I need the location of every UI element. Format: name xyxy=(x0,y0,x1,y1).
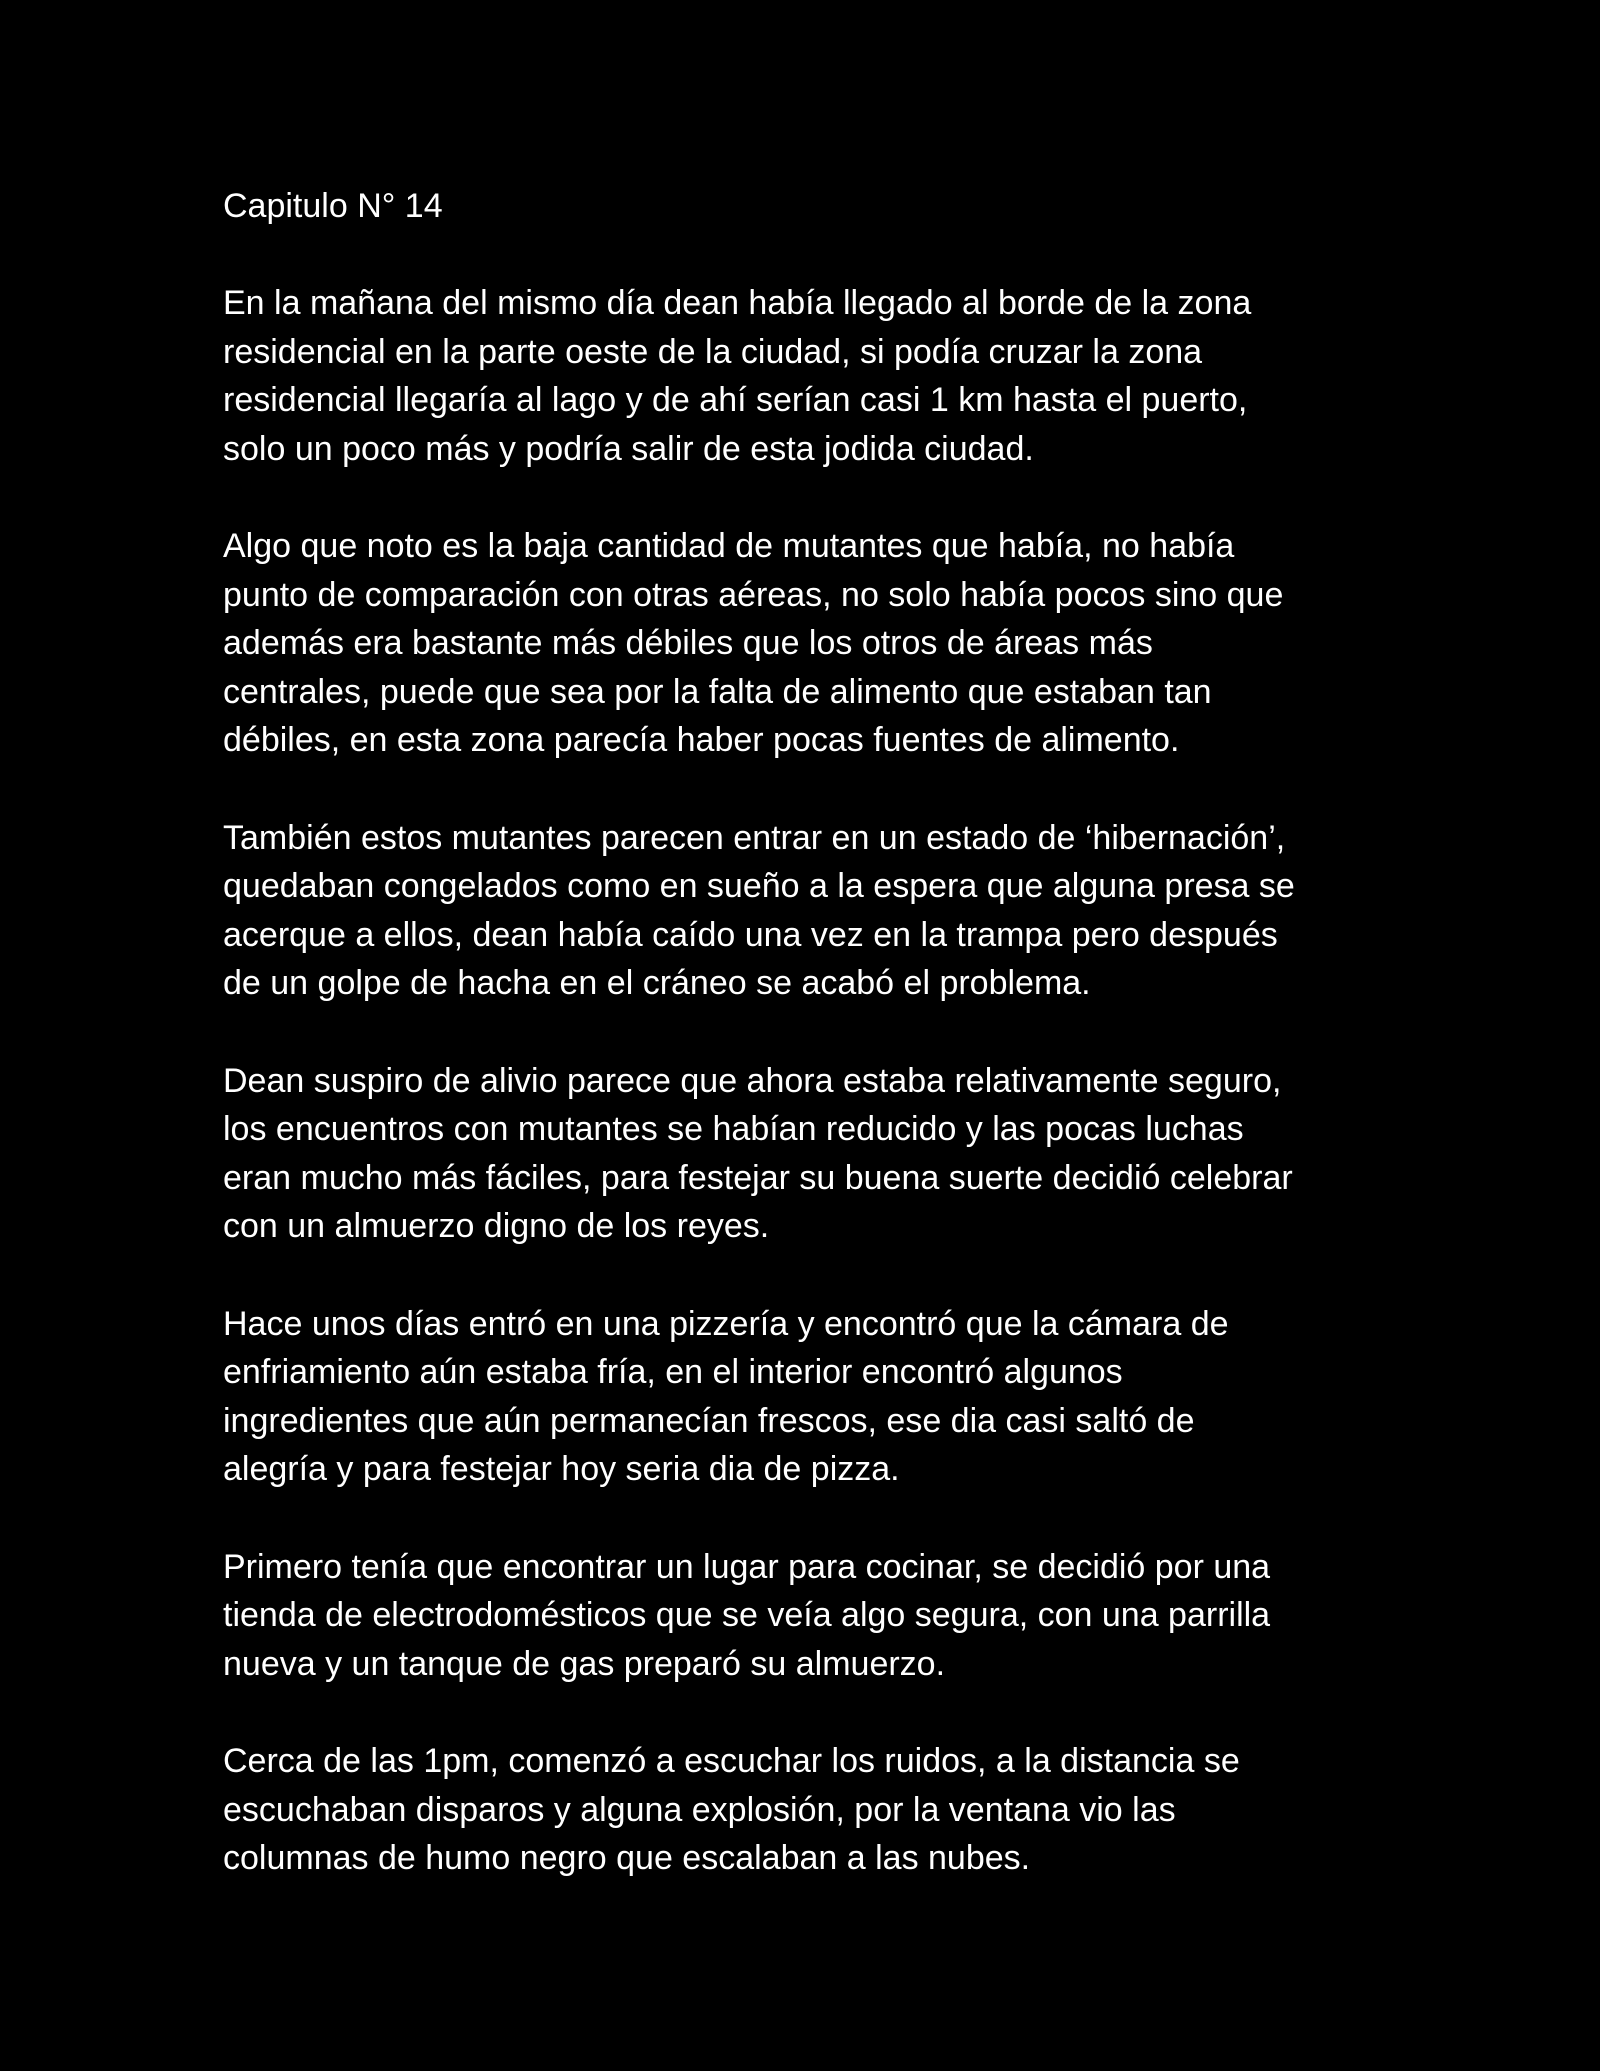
paragraph-line: residencial llegaría al lago y de ahí serían casi 1 km hasta el puerto, xyxy=(223,381,1248,419)
paragraph-line: de un golpe de hacha en el cráneo se acabó el problema. xyxy=(223,964,1091,1002)
paragraph-line: alegría y para festejar hoy seria dia de pizza. xyxy=(223,1450,900,1488)
paragraph-line: residencial en la parte oeste de la ciudad, si podía cruzar la zona xyxy=(223,332,1203,371)
paragraph-list xyxy=(223,279,1423,1883)
paragraph-line: columnas de humo negro que escalaban a las nubes. xyxy=(223,1839,1031,1877)
paragraph xyxy=(223,1300,1423,1494)
paragraph-line: Cerca de las 1pm, comenzó a escuchar los ruidos, a la distancia se xyxy=(223,1742,1240,1780)
paragraph-line: escuchaban disparos y alguna explosión, por la ventana vio las xyxy=(223,1790,1176,1829)
paragraph-line: Algo que noto es la baja cantidad de mutantes que había, no había xyxy=(223,527,1235,565)
paragraph-line: centrales, puede que sea por la falta de alimento que estaban tan xyxy=(223,672,1212,711)
paragraph xyxy=(223,1057,1423,1251)
paragraph-line: nueva y un tanque de gas preparó su almuerzo. xyxy=(223,1644,946,1683)
paragraph-line: acerque a ellos, dean había caído una vez en la trampa pero después xyxy=(223,915,1278,954)
paragraph xyxy=(223,279,1423,473)
paragraph-line: enfriamiento aún estaba fría, en el interior encontró algunos xyxy=(223,1353,1123,1391)
paragraph xyxy=(223,522,1423,765)
paragraph-line: También estos mutantes parecen entrar en un estado de ‘hibernación’, xyxy=(223,818,1286,857)
paragraph xyxy=(223,1737,1423,1883)
paragraph-line: Dean suspiro de alivio parece que ahora estaba relativamente seguro, xyxy=(223,1061,1282,1100)
paragraph-line: solo un poco más y podría salir de esta jodida ciudad. xyxy=(223,429,1034,468)
paragraph xyxy=(223,814,1423,1008)
paragraph-line: con un almuerzo digno de los reyes. xyxy=(223,1207,770,1245)
paragraph-line: Primero tenía que encontrar un lugar para cocinar, se decidió por una xyxy=(223,1547,1271,1586)
paragraph-line: quedaban congelados como en sueño a la espera que alguna presa se xyxy=(223,867,1295,905)
document-body xyxy=(223,182,1423,1932)
paragraph-line: débiles, en esta zona parecía haber pocas fuentes de alimento. xyxy=(223,721,1180,759)
paragraph-line: ingredientes que aún permanecían frescos, ese dia casi saltó de xyxy=(223,1401,1195,1440)
chapter-title: Capitulo N° 14 xyxy=(223,187,443,225)
paragraph-line: además era bastante más débiles que los otros de áreas más xyxy=(223,624,1153,662)
paragraph-line: eran mucho más fáciles, para festejar su buena suerte decidió celebrar xyxy=(223,1158,1293,1197)
paragraph-line: punto de comparación con otras aéreas, no solo había pocos sino que xyxy=(223,575,1284,614)
paragraph-line: los encuentros con mutantes se habían reducido y las pocas luchas xyxy=(223,1110,1244,1148)
paragraph xyxy=(223,1543,1423,1689)
paragraph-line: Hace unos días entró en una pizzería y encontró que la cámara de xyxy=(223,1304,1229,1343)
paragraph-line: En la mañana del mismo día dean había llegado al borde de la zona xyxy=(223,284,1252,322)
paragraph-line: tienda de electrodomésticos que se veía algo segura, con una parrilla xyxy=(223,1596,1271,1634)
